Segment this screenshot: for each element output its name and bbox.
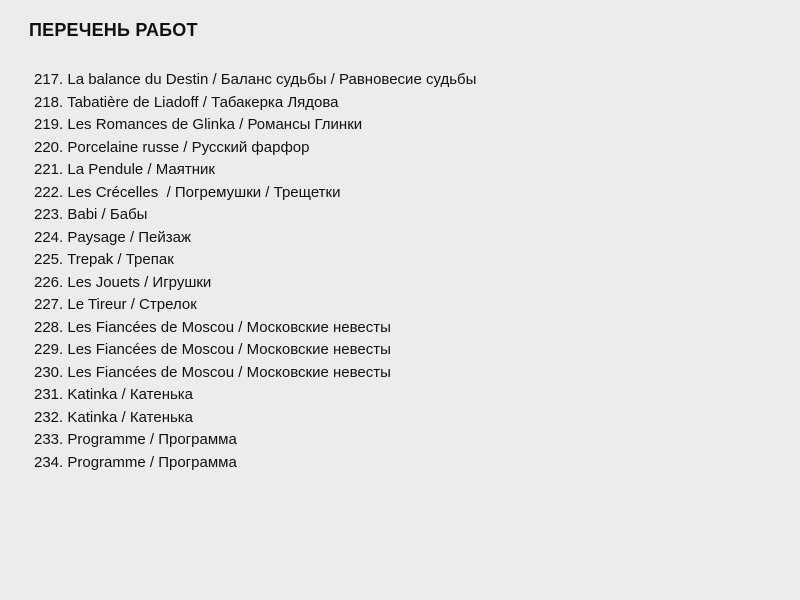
list-item: 234. Programme / Программа <box>34 453 237 471</box>
list-item: 218. Tabatière de Liadoff / Табакерка Лядова <box>34 93 339 111</box>
list-item: 231. Katinka / Катенька <box>34 386 194 403</box>
list-item: 228. Les Fiancées de Moscou / Московские невесты <box>34 318 391 336</box>
page-title: ПЕРЕЧЕНЬ РАБОТ <box>29 20 198 40</box>
list-item: 232. Katinka / Катенька <box>34 408 194 426</box>
list-item: 229. Les Fiancées de Moscou / Московские невесты <box>34 341 391 358</box>
list-item: 227. Le Tireur / Стрелок <box>34 296 197 313</box>
works-list <box>34 69 774 474</box>
list-item: 233. Programme / Программа <box>34 431 237 448</box>
list-item: 223. Babi / Бабы <box>34 206 148 223</box>
list-item: 219. Les Romances de Glinka / Романсы Глинки <box>34 116 363 133</box>
list-item: 221. La Pendule / Маятник <box>34 161 215 178</box>
list-item: 224. Paysage / Пейзаж <box>34 228 191 246</box>
list-item: 220. Porcelaine russe / Русский фарфор <box>34 138 310 156</box>
list-item: 230. Les Fiancées de Moscou / Московские невесты <box>34 363 391 381</box>
list-item: 226. Les Jouets / Игрушки <box>34 273 212 291</box>
list-item: 225. Trepak / Трепак <box>34 251 174 268</box>
list-item: 217. La balance du Destin / Баланс судьбы / Равновесие судьбы <box>34 71 477 88</box>
list-item: 222. Les Crécelles / Погремушки / Трещетки <box>34 183 341 201</box>
